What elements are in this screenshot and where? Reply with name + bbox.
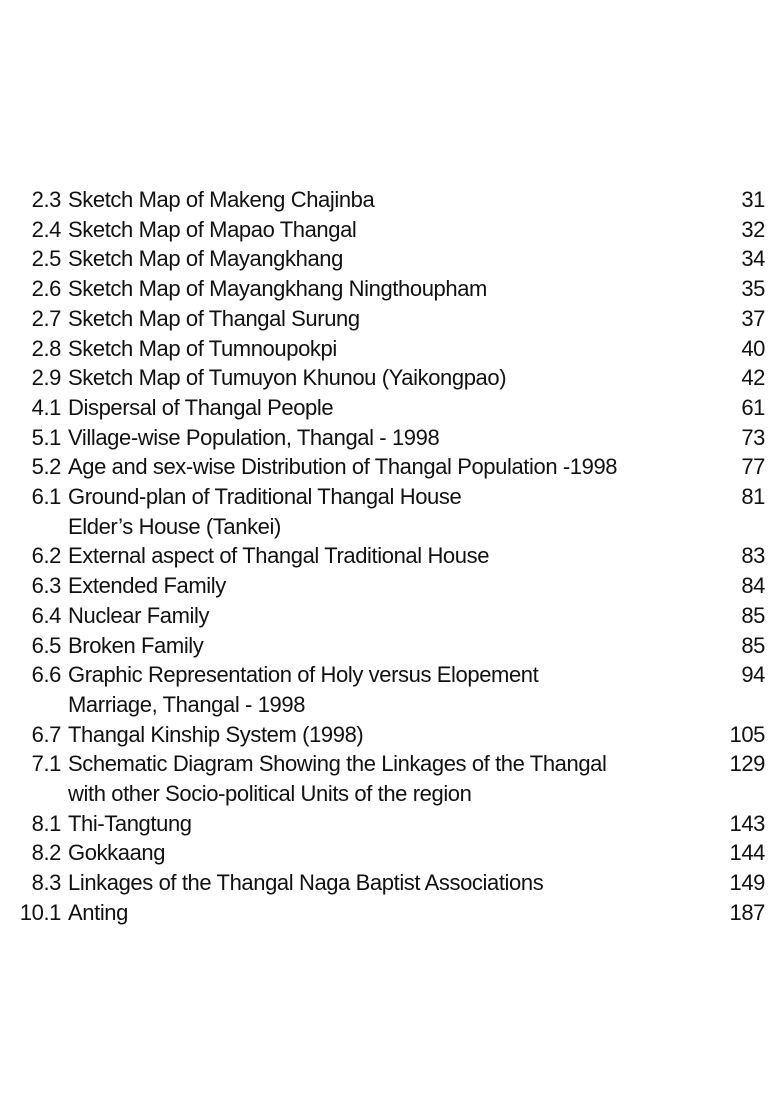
figure-title-line: Graphic Representation of Holy versus Elopement: [68, 662, 539, 688]
figure-entry: [0, 482, 780, 541]
figure-title-line: External aspect of Thangal Traditional House: [68, 543, 490, 569]
figure-title-line: Sketch Map of Thangal Surung: [68, 305, 360, 331]
figure-title-line: Dispersal of Thangal People: [68, 394, 334, 420]
figure-entry: [0, 660, 780, 719]
figure-title-line: Sketch Map of Mayangkhang Ningthoupham: [68, 276, 487, 302]
figure-title: [68, 185, 675, 215]
figure-number: 10.1: [19, 899, 61, 925]
figure-number: 6.3: [31, 573, 61, 599]
figure-title: [68, 601, 675, 631]
page-number: 85: [741, 602, 765, 628]
figure-title-line: Sketch Map of Mayangkhang: [68, 246, 343, 272]
figure-title-line: Extended Family: [68, 573, 226, 599]
page-number: 84: [741, 573, 765, 599]
page-number: 77: [741, 454, 765, 480]
figure-number: 2.5: [31, 246, 61, 272]
figure-number: 8.2: [31, 840, 61, 866]
page-number: 42: [741, 365, 765, 391]
figure-title: [68, 423, 675, 453]
figure-number: 6.6: [31, 662, 61, 688]
page-number: 105: [729, 721, 765, 747]
figure-entry: [0, 571, 780, 601]
figure-number: 6.1: [31, 484, 61, 510]
figure-title: [68, 452, 675, 482]
figure-number: 2.9: [31, 365, 61, 391]
figure-number: 2.7: [31, 305, 61, 331]
figure-entry: [0, 838, 780, 868]
figure-entry: [0, 215, 780, 245]
page-number: 81: [741, 484, 765, 510]
figure-title: [68, 809, 675, 839]
figure-title: [68, 571, 675, 601]
figure-entry: [0, 274, 780, 304]
figure-number: 6.5: [31, 632, 61, 658]
page-number: 34: [741, 246, 765, 272]
figure-entry: [0, 393, 780, 423]
figure-entry: [0, 363, 780, 393]
figure-number: 6.7: [31, 721, 61, 747]
figure-title-line: Age and sex-wise Distribution of Thangal Population -1998: [68, 454, 618, 480]
page-number: 40: [741, 335, 765, 361]
figure-title: [68, 838, 675, 868]
page-number: 85: [741, 632, 765, 658]
figure-title: [68, 482, 675, 541]
figure-title: [68, 334, 675, 364]
figure-title: [68, 244, 675, 274]
figure-title: [68, 304, 675, 334]
page-number: 144: [729, 840, 765, 866]
page-number: 35: [741, 276, 765, 302]
page-number: 37: [741, 305, 765, 331]
figure-title-line: Marriage, Thangal - 1998: [68, 691, 306, 717]
figure-entry: [0, 720, 780, 750]
list-of-figures: [0, 185, 780, 928]
figure-entry: [0, 631, 780, 661]
page-number: 31: [741, 187, 765, 212]
figure-title-line: Elder’s House (Tankei): [68, 513, 281, 539]
figure-entry: [0, 452, 780, 482]
figure-title-line: Anting: [68, 899, 128, 925]
figure-entry: [0, 749, 780, 808]
page-number: 83: [741, 543, 765, 569]
figure-number: 2.4: [31, 216, 61, 242]
figure-entry: [0, 185, 780, 215]
figure-number: 2.6: [31, 276, 61, 302]
figure-number: 5.1: [31, 424, 61, 450]
figure-title: [68, 868, 675, 898]
figure-title-line: Sketch Map of Tumnoupokpi: [68, 335, 337, 361]
figure-title-line: Sketch Map of Makeng Chajinba: [68, 187, 375, 212]
figure-entry: [0, 334, 780, 364]
figure-title-line: with other Socio-political Units of the region: [68, 781, 472, 807]
figure-entry: [0, 423, 780, 453]
figure-title-line: Sketch Map of Tumuyon Khunou (Yaikongpao): [68, 365, 507, 391]
figure-title: [68, 631, 675, 661]
figure-title: [68, 274, 675, 304]
figure-title-line: Village-wise Population, Thangal - 1998: [68, 424, 440, 450]
page-number: 61: [741, 394, 765, 420]
figure-title-line: Ground-plan of Traditional Thangal House: [68, 484, 462, 510]
figure-entry: [0, 898, 780, 928]
figure-title: [68, 898, 675, 928]
page-number: 149: [729, 870, 765, 896]
figure-title-line: Gokkaang: [68, 840, 166, 866]
figure-title: [68, 393, 675, 423]
page-number: 94: [741, 662, 765, 688]
figure-number: 5.2: [31, 454, 61, 480]
page-number: 129: [729, 751, 765, 777]
page-number: 32: [741, 216, 765, 242]
figure-entry: [0, 868, 780, 898]
figure-title-line: Nuclear Family: [68, 602, 210, 628]
figure-entry: [0, 601, 780, 631]
figure-title: [68, 363, 675, 393]
figure-entry: [0, 809, 780, 839]
figure-title: [68, 749, 675, 808]
figure-number: 6.4: [31, 602, 61, 628]
figure-title-line: Schematic Diagram Showing the Linkages of the Thangal: [68, 751, 607, 777]
figure-number: 8.3: [31, 870, 61, 896]
figure-number: 2.8: [31, 335, 61, 361]
figure-number: 2.3: [31, 187, 61, 212]
figure-number: 8.1: [31, 810, 61, 836]
page-number: 187: [729, 899, 765, 925]
figure-entry: [0, 244, 780, 274]
figure-title: [68, 720, 675, 750]
figure-title-line: Broken Family: [68, 632, 204, 658]
figure-entry: [0, 541, 780, 571]
figure-title-line: Linkages of the Thangal Naga Baptist Associations: [68, 870, 544, 896]
figure-entry: [0, 304, 780, 334]
figure-title: [68, 215, 675, 245]
figure-number: 7.1: [31, 751, 61, 777]
figure-number: 6.2: [31, 543, 61, 569]
figure-title-line: Thangal Kinship System (1998): [68, 721, 364, 747]
page-number: 143: [729, 810, 765, 836]
page-number: 73: [741, 424, 765, 450]
figure-title: [68, 660, 675, 719]
figure-title-line: Sketch Map of Mapao Thangal: [68, 216, 357, 242]
figure-title: [68, 541, 675, 571]
figure-title-line: Thi-Tangtung: [68, 810, 192, 836]
figure-number: 4.1: [31, 394, 61, 420]
